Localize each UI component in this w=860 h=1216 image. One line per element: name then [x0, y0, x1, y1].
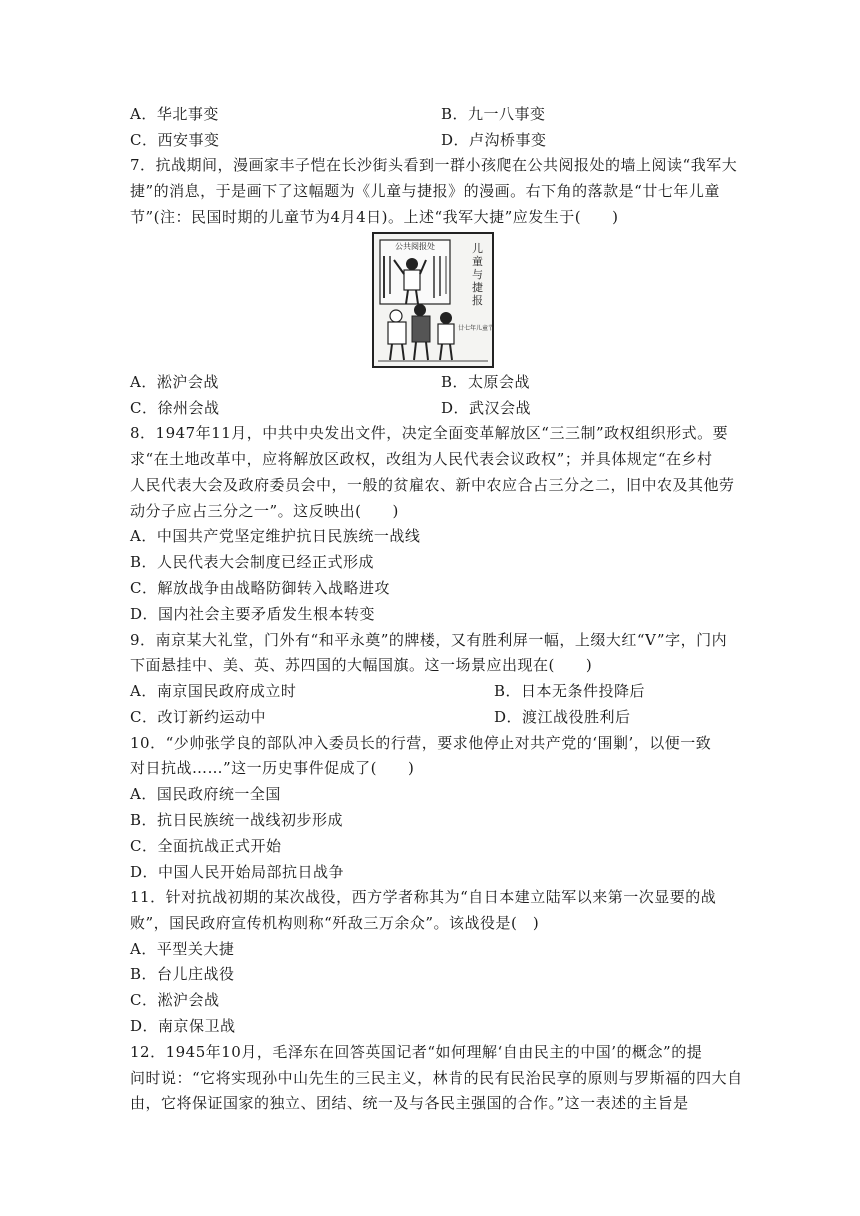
board-heading: 公共阅报处 — [395, 242, 435, 251]
cartoon-drawing — [374, 234, 492, 366]
q8-stem-line-2: 求“在土地改革中，应将解放区政权，改组为人民代表会议政权”；并具体规定“在乡村 — [130, 450, 713, 468]
q8-stem-line-3: 人民代表大会及政府委员会中，一般的贫雇农、新中农应合占三分之二，旧中农及其他劳 — [130, 476, 735, 494]
q10-option-b: B．抗日民族统一战线初步形成 — [130, 811, 344, 829]
cartoon-title-char: 与 — [472, 268, 483, 281]
q11-option-a: A．平型关大捷 — [130, 940, 235, 958]
q7-stem-line-1: 7．抗战期间，漫画家丰子恺在长沙街头看到一群小孩爬在公共阅报处的墙上阅读“我军大 — [130, 156, 738, 174]
q7-option-c: C．徐州会战 — [130, 399, 220, 417]
q6-option-b: B．九一八事变 — [441, 105, 546, 123]
q10-stem-line-1: 10．“少帅张学良的部队冲入委员长的行营，要求他停止对共产党的‘围剿’，以便一致 — [130, 734, 712, 752]
cartoon-title-char: 儿 — [472, 242, 483, 255]
q7-stem-line-2: 捷”的消息，于是画下了这幅题为《儿童与捷报》的漫画。右下角的落款是“廿七年儿童 — [130, 182, 720, 200]
q7-stem-line-3: 节”(注：民国时期的儿童节为4月4日)。上述“我军大捷”应发生于( ) — [130, 208, 619, 226]
q10-option-c: C．全面抗战正式开始 — [130, 837, 282, 855]
q6-option-a: A．华北事变 — [130, 105, 219, 123]
q8-stem-line-1: 8．1947年11月，中共中央发出文件，决定全面变革解放区“三三制”政权组织形式。要 — [130, 424, 729, 442]
q10-option-d: D．中国人民开始局部抗日战争 — [130, 863, 345, 881]
q8-stem-line-4: 动分子应占三分之一”。这反映出( ) — [130, 502, 399, 520]
q9-option-d: D．渡江战役胜利后 — [494, 708, 631, 726]
q11-stem-line-2: 败”，国民政府宣传机构则称“歼敌三万余众”。该战役是( ) — [130, 914, 540, 932]
q9-option-a: A．南京国民政府成立时 — [130, 682, 297, 700]
q8-option-d: D．国内社会主要矛盾发生根本转变 — [130, 605, 376, 623]
q10-option-a: A．国民政府统一全国 — [130, 785, 281, 803]
q11-option-b: B．台儿庄战役 — [130, 965, 235, 983]
q7-option-a: A．淞沪会战 — [130, 373, 219, 391]
q9-stem-line-1: 9．南京某大礼堂，门外有“和平永奠”的牌楼，又有胜利屏一幅，上缀大红“V”字，门内 — [130, 631, 728, 649]
svg-text:儿童与捷报 — [472, 241, 483, 307]
cartoon-children-and-victory-news — [372, 232, 494, 368]
q9-stem-line-2: 下面悬挂中、美、英、苏四国的大幅国旗。这一场景应出现在( ) — [130, 656, 593, 674]
cartoon-signature: 廿七年儿童节 — [458, 325, 492, 332]
q11-option-d: D．南京保卫战 — [130, 1017, 236, 1035]
q7-option-d: D．武汉会战 — [441, 399, 532, 417]
q9-option-c: C．改订新约运动中 — [130, 708, 266, 726]
q12-stem-line-2: 问时说：“它将实现孙中山先生的三民主义，林肯的民有民治民享的原则与罗斯福的四大自 — [130, 1069, 743, 1087]
q7-option-b: B．太原会战 — [441, 373, 531, 391]
q8-option-a: A．中国共产党坚定维护抗日民族统一战线 — [130, 527, 421, 545]
q11-option-c: C．淞沪会战 — [130, 991, 220, 1009]
q6-option-d: D．卢沟桥事变 — [441, 131, 547, 149]
q8-option-b: B．人民代表大会制度已经正式形成 — [130, 553, 375, 571]
q12-stem-line-1: 12．1945年10月，毛泽东在回答英国记者“如何理解‘自由民主的中国’的概念”的提 — [130, 1043, 703, 1061]
q8-option-c: C．解放战争由战略防御转入战略进攻 — [130, 579, 390, 597]
q10-stem-line-2: 对日抗战……”这一历史事件促成了( ) — [130, 759, 415, 777]
q12-stem-line-3: 由，它将保证国家的独立、团结、统一及与各民主强国的合作。”这一表述的主旨是 — [130, 1094, 689, 1112]
cartoon-title-char: 报 — [472, 294, 483, 307]
q6-option-c: C．西安事变 — [130, 131, 220, 149]
q11-stem-line-1: 11．针对抗战初期的某次战役，西方学者称其为“自日本建立陆军以来第一次显要的战 — [130, 888, 717, 906]
q9-option-b: B．日本无条件投降后 — [494, 682, 646, 700]
cartoon-title-char: 童 — [472, 255, 483, 268]
cartoon-title-char: 捷 — [472, 281, 483, 294]
